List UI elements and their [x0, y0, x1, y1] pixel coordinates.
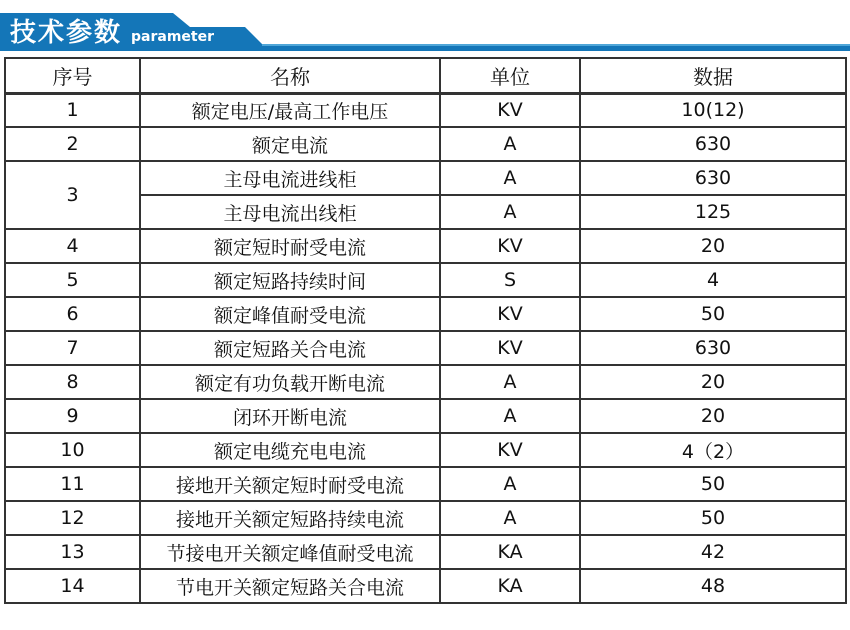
- cell-name: 额定峰值耐受电流: [140, 297, 440, 331]
- cell-no: 10: [5, 433, 140, 467]
- cell-name: 主母电流出线柜: [140, 195, 440, 229]
- table-row: [5, 535, 846, 569]
- cell-name: 额定短时耐受电流: [140, 229, 440, 263]
- cell-name: 闭环开断电流: [140, 399, 440, 433]
- cell-no: 7: [5, 331, 140, 365]
- cell-name: 额定电压/最高工作电压: [140, 93, 440, 127]
- col-header-unit: 单位: [440, 58, 580, 93]
- cell-unit: KV: [440, 93, 580, 127]
- cell-no: 9: [5, 399, 140, 433]
- cell-name: 额定短路持续时间: [140, 263, 440, 297]
- section-banner: [0, 0, 850, 54]
- cell-no: 8: [5, 365, 140, 399]
- cell-no: 11: [5, 467, 140, 501]
- parameter-table: [4, 57, 847, 604]
- cell-value: 4: [580, 263, 846, 297]
- col-header-no: 序号: [5, 58, 140, 93]
- table-row: [5, 263, 846, 297]
- cell-value: 630: [580, 161, 846, 195]
- table-row: [5, 127, 846, 161]
- header-row: [5, 58, 846, 93]
- cell-no: 2: [5, 127, 140, 161]
- cell-value: 125: [580, 195, 846, 229]
- banner-text: [10, 20, 214, 46]
- cell-value: 50: [580, 467, 846, 501]
- cell-name: 节电开关额定短路关合电流: [140, 569, 440, 603]
- cell-unit: A: [440, 127, 580, 161]
- table-row: [5, 467, 846, 501]
- table-row: [5, 331, 846, 365]
- cell-unit: S: [440, 263, 580, 297]
- cell-value: 48: [580, 569, 846, 603]
- cell-no: 1: [5, 93, 140, 127]
- cell-no: 13: [5, 535, 140, 569]
- cell-name: 额定电流: [140, 127, 440, 161]
- cell-no: 12: [5, 501, 140, 535]
- parameter-table-container: [0, 54, 850, 604]
- table-row: [5, 433, 846, 467]
- table-row: [5, 569, 846, 603]
- parameter-table-body: [5, 93, 846, 603]
- ribbon-strip-highlight: [262, 44, 850, 46]
- cell-unit: A: [440, 195, 580, 229]
- cell-value: 20: [580, 365, 846, 399]
- cell-unit: KV: [440, 229, 580, 263]
- table-row: [5, 399, 846, 433]
- cell-unit: KV: [440, 433, 580, 467]
- col-header-value: 数据: [580, 58, 846, 93]
- cell-value: 630: [580, 127, 846, 161]
- cell-unit: A: [440, 399, 580, 433]
- table-row: [5, 297, 846, 331]
- table-row: [5, 93, 846, 127]
- cell-unit: A: [440, 161, 580, 195]
- cell-value: 630: [580, 331, 846, 365]
- cell-value: 20: [580, 399, 846, 433]
- cell-name: 额定短路关合电流: [140, 331, 440, 365]
- cell-value: 4（2）: [580, 433, 846, 467]
- col-header-name: 名称: [140, 58, 440, 93]
- cell-unit: KV: [440, 331, 580, 365]
- cell-no: 6: [5, 297, 140, 331]
- table-row: [5, 161, 846, 195]
- cell-value: 50: [580, 501, 846, 535]
- cell-unit: A: [440, 365, 580, 399]
- cell-name: 接地开关额定短时耐受电流: [140, 467, 440, 501]
- cell-name: 额定电缆充电电流: [140, 433, 440, 467]
- cell-value: 20: [580, 229, 846, 263]
- parameter-table-head: [5, 58, 846, 93]
- cell-unit: KV: [440, 297, 580, 331]
- cell-unit: A: [440, 467, 580, 501]
- cell-value: 50: [580, 297, 846, 331]
- cell-no: 14: [5, 569, 140, 603]
- cell-unit: KA: [440, 569, 580, 603]
- cell-no: 5: [5, 263, 140, 297]
- cell-name: 接地开关额定短路持续电流: [140, 501, 440, 535]
- cell-name: 节接电开关额定峰值耐受电流: [140, 535, 440, 569]
- cell-no: 3: [5, 161, 140, 229]
- table-row: [5, 501, 846, 535]
- cell-value: 10(12): [580, 93, 846, 127]
- cell-unit: A: [440, 501, 580, 535]
- banner-subtitle: parameter: [131, 29, 215, 45]
- cell-no: 4: [5, 229, 140, 263]
- banner-title: 技术参数: [10, 18, 123, 48]
- table-row: [5, 365, 846, 399]
- cell-value: 42: [580, 535, 846, 569]
- table-row: [5, 229, 846, 263]
- cell-unit: KA: [440, 535, 580, 569]
- cell-name: 额定有功负载开断电流: [140, 365, 440, 399]
- cell-name: 主母电流进线柜: [140, 161, 440, 195]
